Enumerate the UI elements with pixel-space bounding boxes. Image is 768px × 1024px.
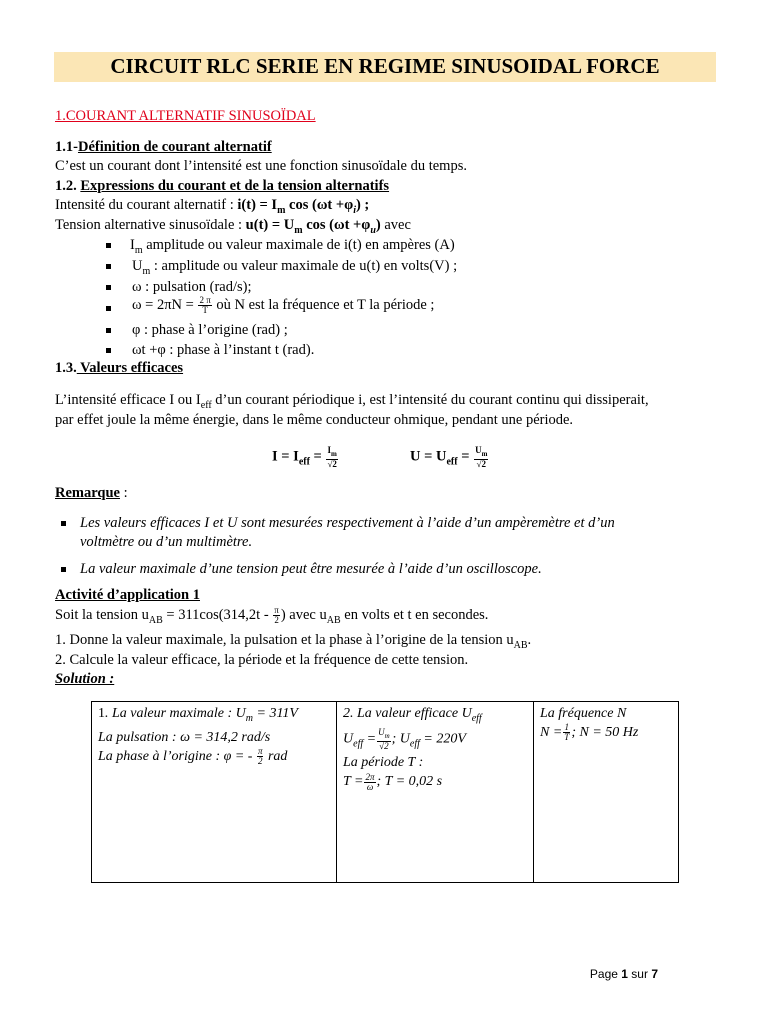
current-label: Intensité du courant alternatif :	[55, 197, 238, 213]
subsection-1-2-heading	[55, 177, 389, 195]
remark-colon: :	[119, 485, 128, 501]
text-part: =	[363, 731, 377, 747]
solution-heading: Solution :	[55, 671, 115, 687]
text-sub: eff	[353, 738, 364, 750]
text-sub: eff	[200, 399, 212, 411]
bullet-icon	[61, 560, 66, 578]
fraction-sub: m	[384, 731, 390, 740]
text-sub: m	[245, 712, 253, 724]
fraction	[474, 446, 488, 469]
text-part: N =	[540, 725, 563, 740]
bullet-text: où N est la fréquence et T la période ;	[212, 297, 435, 313]
formula-part: I = I	[272, 448, 299, 465]
subsection-number: 1.1-	[55, 139, 78, 155]
remark-heading	[55, 484, 128, 502]
subsection-title: Expressions du courant et de la tension alternatifs	[80, 178, 390, 194]
fraction-sub: m	[331, 449, 337, 458]
subsection-number: 1.2.	[55, 178, 81, 194]
formula-part: =	[457, 448, 470, 465]
text-part: d’un courant périodique i, est l’intensité du courant continu qui dissiperait,	[211, 392, 649, 408]
fraction	[563, 723, 570, 742]
fraction-num: U	[475, 445, 482, 455]
fraction-den: T	[202, 305, 208, 316]
fraction	[364, 773, 375, 792]
text-sub: AB	[326, 614, 341, 626]
page-footer	[590, 967, 658, 981]
formula-part: )	[375, 217, 381, 233]
text-part: en volts et t en secondes.	[340, 607, 489, 623]
fraction-num: I	[327, 445, 331, 455]
bullet-symbol: U	[132, 258, 143, 274]
formula-part: =	[309, 448, 322, 465]
bullet-pulsation: ω : pulsation (rad/s);	[132, 279, 252, 295]
subsection-title: Valeurs efficaces	[76, 360, 184, 376]
bullet-text: ω = 2πN =	[132, 297, 198, 313]
text-part: ; T = 0,02 s	[376, 774, 443, 790]
solution-cell-2	[337, 702, 534, 883]
formula-part: U = U	[410, 448, 447, 465]
solution-table	[91, 701, 679, 883]
fraction-den: T	[564, 732, 570, 743]
text-part: T =	[343, 774, 364, 790]
frequency-formula-line	[540, 723, 672, 742]
subsection-number: 1.3.	[55, 360, 77, 376]
fraction-den: √2	[379, 740, 389, 751]
activity-question-2: 2. Calcule la valeur efficace, la période et la fréquence de cette tension.	[55, 652, 469, 668]
formula-part: cos (ωt +φ	[302, 217, 371, 233]
bullet-phase-instant: ωt +φ : phase à l’instant t (rad).	[132, 342, 315, 358]
section-1-heading: 1.COURANT ALTERNATIF SINUSOÏDAL	[55, 108, 316, 124]
subsection-title: Définition de courant alternatif	[77, 139, 272, 155]
bullet-icon	[106, 321, 111, 339]
formula-part: i(t) = I	[237, 197, 278, 213]
fraction-sub: m	[481, 449, 488, 458]
fraction	[273, 606, 280, 625]
formula-sub: eff	[298, 456, 310, 468]
period-formula-line	[343, 772, 527, 791]
bullet-icon	[61, 514, 66, 532]
text-part: = 311V	[253, 706, 298, 721]
fraction-num: π	[257, 746, 263, 757]
formula-sub: m	[277, 204, 286, 216]
formula-part: avec	[380, 217, 411, 233]
text-part: La phase à l’origine : φ = -	[98, 748, 256, 764]
item-number: 1	[98, 706, 105, 721]
page-total: 7	[651, 967, 658, 981]
text-part: = 220V	[419, 731, 466, 747]
fraction	[257, 747, 264, 766]
bullet-icon	[106, 341, 111, 359]
bullet-symbol: I	[130, 237, 135, 253]
max-value-line	[98, 704, 330, 728]
bullet-icon	[106, 257, 111, 275]
period-heading-line: La période T :	[343, 755, 424, 771]
text-sub: AB	[148, 614, 163, 626]
fraction-den: ω	[366, 781, 374, 792]
page-number: 1	[621, 967, 628, 981]
fraction-num: 2π	[365, 771, 375, 782]
fraction-num: π	[274, 605, 279, 616]
fraction-den: 2	[257, 756, 263, 767]
fraction-num: 1	[564, 722, 570, 733]
bullet-omega-formula	[132, 296, 434, 315]
activity-statement	[55, 606, 488, 630]
text-part: Soit la tension u	[55, 607, 149, 623]
bullet-sub: m	[142, 265, 151, 277]
formula-part: cos (ωt +φ	[285, 197, 354, 213]
text-part: .	[527, 632, 532, 648]
fraction	[198, 296, 211, 315]
bullet-phase-origin: φ : phase à l’origine (rad) ;	[132, 322, 288, 338]
footer-label: Page	[589, 967, 622, 981]
remark-2: La valeur maximale d’une tension peut être mesurée à l’aide d’un oscilloscope.	[80, 561, 542, 577]
formula-sub: u	[370, 224, 376, 236]
activity-heading: Activité d’application 1	[55, 587, 200, 603]
text-sub: AB	[513, 639, 528, 651]
text-part: rad	[264, 748, 288, 764]
fraction-den: √2	[327, 458, 337, 469]
bullet-text: amplitude ou valeur maximale de i(t) en ampères (A)	[142, 237, 455, 253]
fraction	[326, 446, 337, 469]
formula-sub: i	[353, 204, 356, 216]
fraction	[377, 728, 391, 751]
formula-u-eff	[410, 446, 489, 472]
text-sub: eff	[471, 712, 482, 724]
remark-label: Remarque	[55, 485, 120, 501]
formula-i-eff	[272, 446, 339, 472]
remark-1-line1: Les valeurs efficaces I et U sont mesurées respectivement à l’aide d’un ampèremètre et d’un	[80, 515, 615, 531]
remark-1-line2: voltmètre ou d’un multimètre.	[80, 534, 253, 550]
text-sub: eff	[409, 738, 420, 750]
formula-sub: eff	[446, 456, 458, 468]
text-part: ) avec u	[280, 607, 327, 623]
effective-definition-line2: par effet joule la même énergie, dans le même conducteur ohmique, pendant une période.	[55, 412, 574, 428]
page-title: CIRCUIT RLC SERIE EN REGIME SINUSOIDAL FORCE	[110, 54, 660, 78]
bullet-icon	[106, 299, 111, 317]
text-part: . La valeur maximale : U	[105, 706, 246, 721]
text-part: L’intensité efficace I ou I	[55, 392, 201, 408]
eff-formula-line	[343, 728, 527, 753]
subsection-1-3-heading	[55, 359, 183, 377]
frequency-heading-line: La fréquence N	[540, 706, 627, 721]
phase-line	[98, 747, 330, 766]
definition-text: C’est un courant dont l’intensité est une fonction sinusoïdale du temps.	[55, 158, 467, 174]
text-part: 1. Donne la valeur maximale, la pulsation et la phase à l’origine de la tension u	[55, 632, 514, 648]
text-part: ; N = 50 Hz	[571, 725, 639, 740]
text-part: = 311cos(314,2t -	[162, 607, 273, 623]
bullet-icon	[106, 236, 111, 254]
pulsation-line: La pulsation : ω = 314,2 rad/s	[98, 729, 271, 745]
formula-part: ) ;	[355, 197, 370, 213]
solution-cell-3	[534, 702, 679, 883]
bullet-sub: m	[134, 244, 143, 256]
bullet-icon	[106, 278, 111, 296]
text-part: U	[343, 731, 354, 747]
bullet-text: : amplitude ou valeur maximale de u(t) en volts(V) ;	[150, 258, 458, 274]
fraction-den: 2	[274, 615, 279, 626]
fraction-num: 2 π	[199, 295, 211, 306]
footer-sur: sur	[627, 967, 652, 981]
subsection-1-1-heading	[55, 138, 272, 156]
fraction-num: U	[378, 726, 385, 737]
formula-part: u(t) = U	[245, 217, 295, 233]
fraction-den: √2	[476, 458, 486, 469]
solution-cell-1	[92, 702, 337, 883]
text-part: ; U	[391, 731, 410, 747]
eff-heading-line	[343, 704, 527, 728]
text-part: 2. La valeur efficace U	[343, 706, 472, 721]
voltage-label: Tension alternative sinusoïdale :	[55, 217, 246, 233]
formula-sub: m	[294, 224, 303, 236]
